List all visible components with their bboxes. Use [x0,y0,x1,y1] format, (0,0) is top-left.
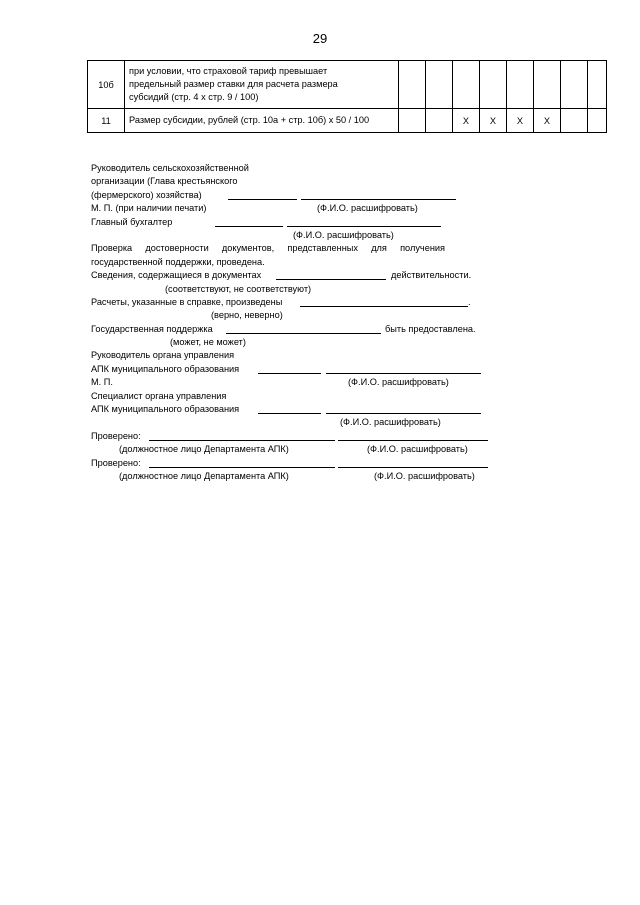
table-cell [534,61,561,109]
municipal-head-label: АПК муниципального образования [91,363,240,374]
verification-text: Проверка достоверности документов, представленных для получения [91,243,445,254]
verification-text: государственной поддержки, проведена. [91,256,265,267]
table-cell [507,61,534,109]
row-description [125,61,399,109]
documents-label: Сведения, содержащиеся в документах [91,270,262,281]
table-cell [399,109,426,133]
specialist-label: АПК муниципального образования [91,404,240,415]
table-cell [588,61,607,109]
table-cell [426,109,453,133]
official-line [149,430,335,441]
name-hint: (Ф.И.О. расшифровать) [374,470,475,481]
name-hint: (Ф.И.О. расшифровать) [348,377,449,388]
name-hint: (Ф.И.О. расшифровать) [340,417,441,428]
table-cell [561,61,588,109]
choice-hint: (соответствуют, не соответствуют) [165,283,312,294]
fill-line [300,296,468,307]
row-number: 11 [88,109,125,133]
name-line [338,457,488,468]
official-hint: (должностное лицо Департамента АПК) [119,444,289,455]
table-cell [588,109,607,133]
table-cell: X [507,109,534,133]
official-hint: (должностное лицо Департамента АПК) [119,470,289,481]
table-cell [426,61,453,109]
name-hint: (Ф.И.О. расшифровать) [367,444,468,455]
calculations-label: Расчеты, указанные в справке, произведены [91,296,283,307]
row-description-line: предельный размер ставки для расчета размера [129,79,338,89]
fill-line [276,269,386,280]
head-title-line: Руководитель сельскохозяйственной [91,163,249,173]
row-description-line: субсидий (стр. 4 х стр. 9 / 100) [129,92,259,102]
calculations-suffix: . [468,296,471,307]
table-cell: X [453,109,480,133]
fill-line [226,323,381,334]
choice-hint: (верно, неверно) [211,310,283,321]
row-description-line: Размер субсидии, рублей (стр. 10а + стр. 10б) х 50 / 100 [129,115,370,125]
row-description-line: при условии, что страховой тариф превышает [129,66,328,76]
table-row [88,109,607,133]
signature-line [215,216,283,227]
table-cell: X [480,109,507,133]
official-line [149,457,335,468]
stamp-label: М. П. (при наличии печати) [91,203,207,214]
checked-label: Проверено: [91,430,141,441]
table-row [88,61,607,109]
municipal-head-label: Руководитель органа управления [91,350,235,361]
support-label: Государственная поддержка [91,323,213,334]
specialist-label: Специалист органа управления [91,390,227,401]
signature-form [91,162,511,483]
table-cell [561,109,588,133]
table-cell [453,61,480,109]
signature-line [228,189,297,200]
name-line [301,189,456,200]
accountant-label: Главный бухгалтер [91,216,173,227]
name-line [326,363,481,374]
table-cell [480,61,507,109]
name-hint: (Ф.И.О. расшифровать) [317,203,418,214]
subsidy-table [87,60,607,133]
page-number: 29 [312,31,328,46]
documents-suffix: действительности. [391,270,472,281]
head-title-line: организации (Глава крестьянского [91,176,238,187]
checked-label: Проверено: [91,457,141,468]
name-line [338,430,488,441]
head-title-line: (фермерского) хозяйства) [91,189,202,200]
signature-line [258,363,321,374]
name-line [326,403,481,414]
signature-line [258,403,321,414]
table-cell [399,61,426,109]
row-description [125,109,399,133]
name-line [287,216,441,227]
row-number: 10б [88,61,125,109]
choice-hint: (может, не может) [170,337,246,348]
name-hint: (Ф.И.О. расшифровать) [293,229,394,240]
support-suffix: быть предоставлена. [385,323,476,334]
stamp-label: М. П. [91,377,113,388]
table-cell: X [534,109,561,133]
